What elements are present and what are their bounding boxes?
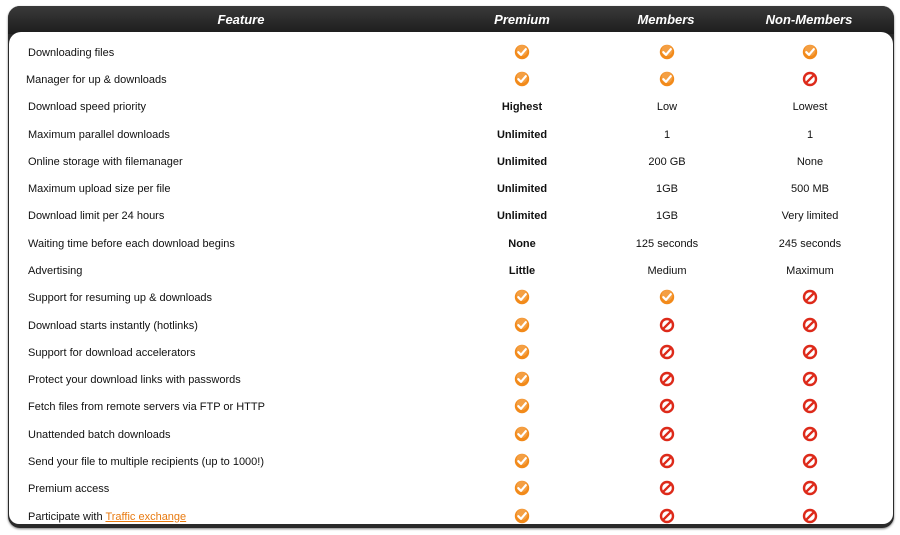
feature-text: Waiting time before each download begins [28, 238, 235, 250]
feature-text: Protect your download links with passwords [28, 374, 241, 386]
feature-label [28, 313, 448, 340]
table-row [9, 422, 893, 449]
feature-label [28, 122, 448, 149]
non-members-cell [749, 40, 871, 67]
premium-cell [461, 394, 583, 421]
not-allowed-icon [659, 398, 675, 414]
members-value: Low [656, 101, 678, 113]
not-allowed-icon [802, 289, 818, 305]
header-members: Members [637, 12, 695, 27]
not-allowed-icon [659, 317, 675, 333]
premium-value: Unlimited [496, 183, 548, 195]
feature-text: Fetch files from remote servers via FTP or HTTP [28, 401, 265, 413]
non-members-value: 500 MB [791, 183, 829, 195]
feature-label [28, 367, 448, 394]
not-allowed-icon [802, 480, 818, 496]
table-row [9, 476, 893, 503]
feature-label [28, 40, 448, 67]
members-value: Medium [647, 265, 687, 277]
members-cell [606, 313, 728, 340]
premium-cell [461, 313, 583, 340]
feature-text: Support for resuming up & downloads [28, 292, 213, 304]
feature-label [28, 203, 448, 230]
not-allowed-icon [802, 71, 818, 87]
table-row [9, 67, 893, 94]
feature-label [28, 285, 448, 312]
table-row [9, 203, 893, 230]
members-value: 1 [663, 129, 671, 141]
members-cell [606, 367, 728, 394]
non-members-value: Maximum [786, 265, 834, 277]
feature-text: Download limit per 24 hours [28, 210, 165, 222]
check-icon [514, 398, 530, 414]
feature-text: Manager for up & downloads [26, 74, 167, 86]
members-value: 1GB [655, 210, 678, 222]
non-members-cell [749, 67, 871, 94]
members-cell [606, 449, 728, 476]
feature-text: Support for download accelerators [28, 347, 196, 359]
table-row [9, 94, 893, 121]
check-icon [514, 289, 530, 305]
check-icon [659, 44, 675, 60]
not-allowed-icon [802, 453, 818, 469]
table-row [9, 258, 893, 285]
feature-label [28, 476, 448, 503]
feature-text: Download speed priority [28, 101, 147, 113]
members-cell [606, 340, 728, 367]
non-members-value: None [796, 156, 824, 168]
check-icon [514, 44, 530, 60]
premium-cell [461, 422, 583, 449]
premium-value: Unlimited [496, 129, 548, 141]
check-icon [802, 44, 818, 60]
check-icon [514, 71, 530, 87]
non-members-cell [749, 449, 871, 476]
table-row [9, 504, 893, 531]
traffic-exchange-link[interactable]: Traffic exchange [105, 511, 187, 523]
not-allowed-icon [802, 398, 818, 414]
non-members-value: 245 seconds [778, 238, 842, 250]
feature-text: Maximum upload size per file [28, 183, 171, 195]
check-icon [514, 426, 530, 442]
feature-label [28, 394, 448, 421]
table-row [9, 394, 893, 421]
non-members-cell [749, 394, 871, 421]
table-row [9, 313, 893, 340]
check-icon [514, 480, 530, 496]
not-allowed-icon [659, 371, 675, 387]
non-members-cell [749, 422, 871, 449]
non-members-cell [749, 313, 871, 340]
feature-label [28, 340, 448, 367]
table-header [8, 6, 894, 34]
not-allowed-icon [659, 508, 675, 524]
non-members-cell [749, 504, 871, 531]
feature-text: Participate with [28, 511, 103, 523]
members-value: 1GB [655, 183, 678, 195]
members-cell [606, 394, 728, 421]
members-cell [606, 422, 728, 449]
non-members-value: Lowest [792, 101, 828, 113]
premium-cell [461, 340, 583, 367]
feature-text: Advertising [28, 265, 83, 277]
members-value: 200 GB [648, 156, 686, 168]
premium-cell [461, 285, 583, 312]
table-row [9, 176, 893, 203]
premium-cell [461, 67, 583, 94]
premium-value: Unlimited [496, 210, 548, 222]
not-allowed-icon [802, 317, 818, 333]
feature-label [28, 149, 448, 176]
feature-text: Download starts instantly (hotlinks) [28, 320, 198, 332]
premium-value: Unlimited [496, 156, 548, 168]
not-allowed-icon [802, 508, 818, 524]
not-allowed-icon [659, 453, 675, 469]
feature-label [26, 67, 446, 94]
header-non-members: Non-Members [765, 12, 853, 27]
table-row [9, 231, 893, 258]
premium-cell [461, 40, 583, 67]
table-row [9, 340, 893, 367]
comparison-table [8, 6, 894, 528]
feature-label [28, 94, 448, 121]
header-feature: Feature [217, 12, 265, 27]
not-allowed-icon [659, 480, 675, 496]
feature-text: Downloading files [28, 47, 115, 59]
header-premium: Premium [494, 12, 550, 27]
not-allowed-icon [659, 426, 675, 442]
premium-cell [461, 367, 583, 394]
premium-cell [461, 449, 583, 476]
check-icon [514, 371, 530, 387]
table-body [9, 32, 893, 524]
feature-label [28, 258, 448, 285]
premium-cell [461, 476, 583, 503]
members-cell [606, 476, 728, 503]
members-value: 125 seconds [635, 238, 699, 250]
non-members-cell [749, 476, 871, 503]
table-row [9, 285, 893, 312]
check-icon [659, 71, 675, 87]
premium-cell [461, 504, 583, 531]
check-icon [514, 344, 530, 360]
feature-text: Online storage with filemanager [28, 156, 183, 168]
premium-value: None [508, 238, 536, 250]
feature-label [28, 422, 448, 449]
check-icon [659, 289, 675, 305]
feature-label [28, 176, 448, 203]
members-cell [606, 285, 728, 312]
non-members-value: 1 [806, 129, 814, 141]
not-allowed-icon [802, 344, 818, 360]
premium-value: Highest [501, 101, 543, 113]
check-icon [514, 453, 530, 469]
feature-text: Maximum parallel downloads [28, 129, 170, 141]
table-row [9, 449, 893, 476]
check-icon [514, 508, 530, 524]
feature-text: Unattended batch downloads [28, 429, 171, 441]
feature-label [28, 504, 448, 531]
members-cell [606, 67, 728, 94]
not-allowed-icon [802, 371, 818, 387]
check-icon [514, 317, 530, 333]
not-allowed-icon [659, 344, 675, 360]
non-members-cell [749, 367, 871, 394]
table-row [9, 40, 893, 67]
feature-text: Premium access [28, 483, 110, 495]
non-members-cell [749, 285, 871, 312]
non-members-cell [749, 340, 871, 367]
members-cell [606, 40, 728, 67]
feature-label [28, 449, 448, 476]
table-row [9, 367, 893, 394]
not-allowed-icon [802, 426, 818, 442]
premium-value: Little [508, 265, 536, 277]
table-row [9, 122, 893, 149]
feature-text: Send your file to multiple recipients (up to 1000!) [28, 456, 265, 468]
members-cell [606, 504, 728, 531]
table-row [9, 149, 893, 176]
feature-label [28, 231, 448, 258]
non-members-value: Very limited [781, 210, 839, 222]
